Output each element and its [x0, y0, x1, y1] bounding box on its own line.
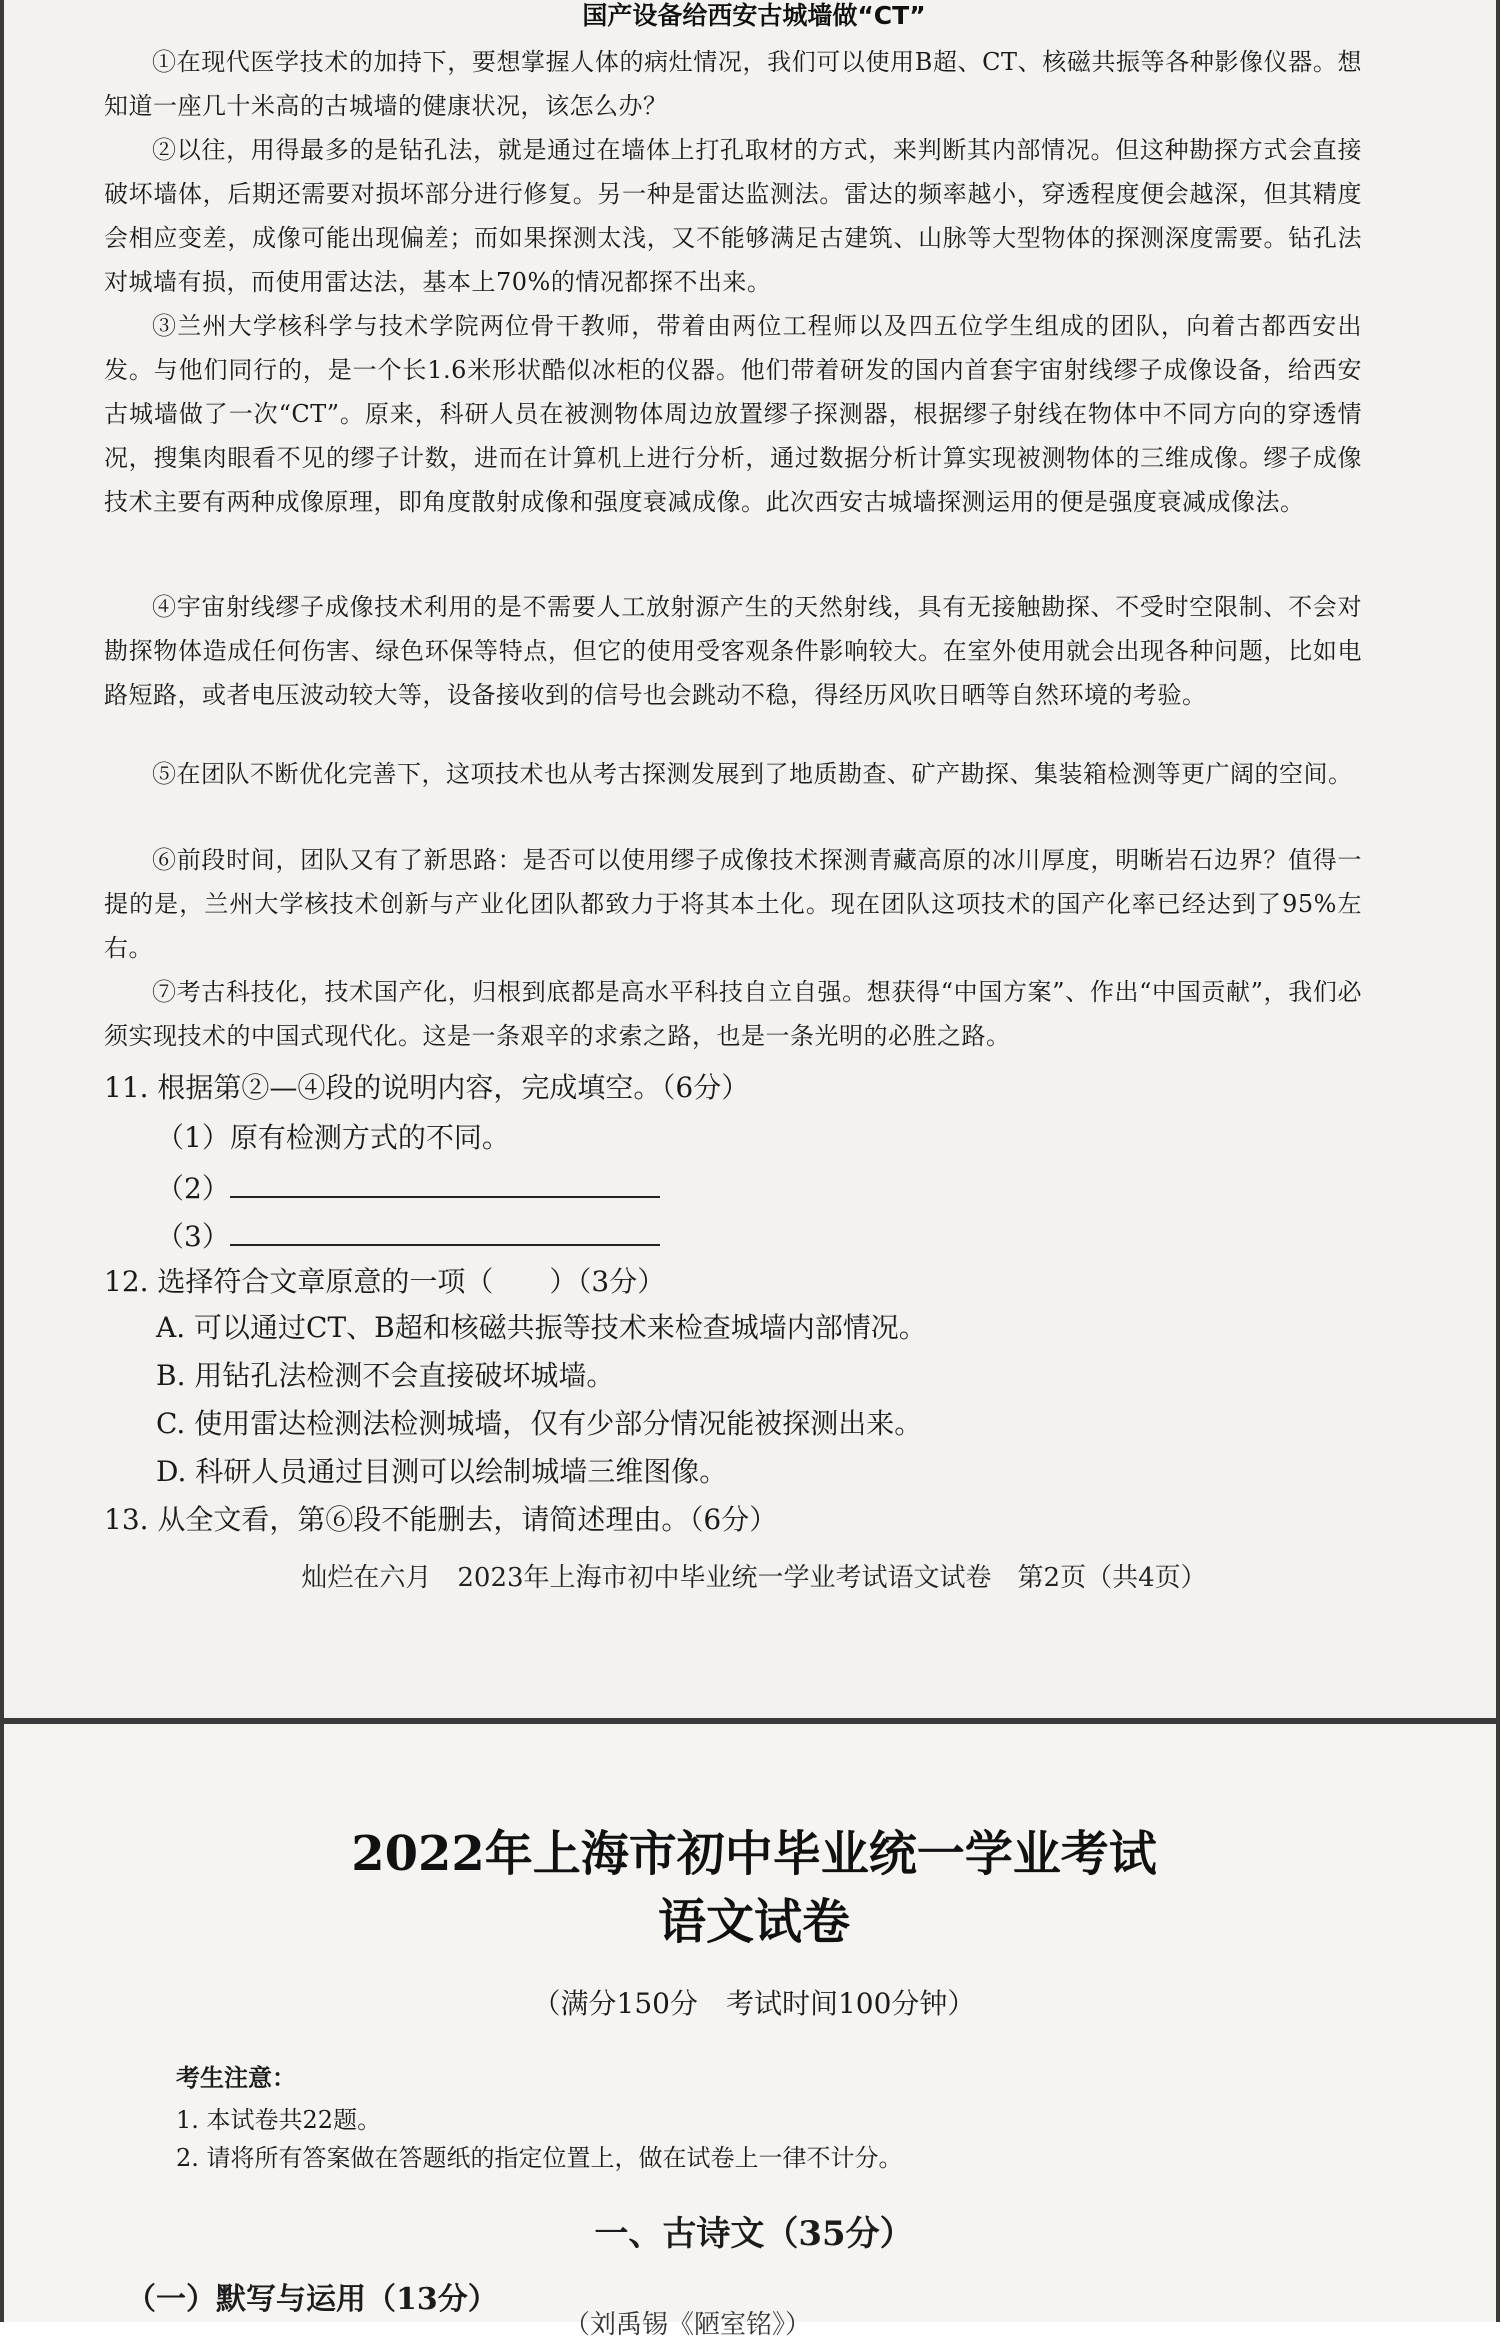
page-footer: 灿烂在六月 2023年上海市初中毕业统一学业考试语文试卷 第2页（共4页）: [301, 1563, 1207, 1593]
section-heading: 一、古诗文（35分）: [594, 2214, 914, 2254]
exam-subtitle: 语文试卷: [657, 1894, 850, 1950]
paragraph-1: ①在现代医学技术的加持下，要想掌握人体的病灶情况，我们可以使用B超、CT、核磁共振等各种影像仪器。想知道一座几十米高的古城墙的健康状况，该怎么办？: [104, 48, 1362, 120]
notice-item: 1. 本试卷共22题。: [176, 2106, 382, 2134]
question-12-option-c[interactable]: C. 使用雷达检测法检测城墙，仅有少部分情况能被探测出来。: [156, 1407, 923, 1440]
answer-blank-2[interactable]: [230, 1168, 660, 1198]
question-11-item-1: （1）原有检测方式的不同。: [156, 1121, 510, 1154]
subsection-heading: （一）默写与运用（13分）: [126, 2282, 498, 2317]
question-11-item-2: [156, 1168, 1414, 1209]
paragraph-2: ②以往，用得最多的是钻孔法，就是通过在墙体上打孔取材的方式，来判断其内部情况。但这种勘探方式会直接破坏墙体，后期还需要对损坏部分进行修复。另一种是雷达监测法。雷达的频率越小，穿透程度便会越深，但其精度会相应变差，成像可能出现偏差；而如果探测太浅，又不能够满足古建筑、山脉等大型物体的探测深度需要。钻孔法对城墙有损，而使用雷达法，基本上70%的情况都探不出来。: [104, 136, 1362, 296]
question-12-option-b[interactable]: B. 用钻孔法检测不会直接破坏城墙。: [156, 1359, 615, 1392]
question-11-item-2-label: （2）: [156, 1172, 230, 1205]
paragraph-5: ⑤在团队不断优化完善下，这项技术也从考古探测发展到了地质勘查、矿产勘探、集装箱检测等更广阔的空间。: [152, 760, 1353, 788]
question-12-option-d[interactable]: D. 科研人员通过目测可以绘制城墙三维图像。: [156, 1455, 728, 1488]
paragraph-3: ③兰州大学核科学与技术学院两位骨干教师，带着由两位工程师以及四五位学生组成的团队，向着古都西安出发。与他们同行的，是一个长1.6米形状酷似冰柜的仪器。他们带着研发的国内首套宇宙射线缪子成像设备，给西安古城墙做了一次“CT”。原来，科研人员在被测物体周边放置缪子探测器，根据缪子射线在物体中不同方向的穿透情况，搜集肉眼看不见的缪子计数，进而在计算机上进行分析，通过数据分析计算实现被测物体的三维成像。缪子成像技术主要有两种成像原理，即角度散射成像和强度衰减成像。此次西安古城墙探测运用的便是强度衰减成像法。: [104, 312, 1362, 516]
article-title: 国产设备给西安古城墙做“CT”: [582, 1, 926, 30]
notice-item: 2. 请将所有答案做在答题纸的指定位置上，做在试卷上一律不计分。: [176, 2144, 903, 2172]
question-12-option-a[interactable]: A. 可以通过CT、B超和核磁共振等技术来检查城墙内部情况。: [156, 1311, 927, 1344]
paragraph-6: ⑥前段时间，团队又有了新思路：是否可以使用缪子成像技术探测青藏高原的冰川厚度，明晰岩石边界？值得一提的是，兰州大学核技术创新与产业化团队都致力于将其本土化。现在团队这项技术的国产化率已经达到了95%左右。: [104, 846, 1362, 962]
question-11: 11. 根据第②—④段的说明内容，完成填空。（6分）: [104, 1071, 750, 1104]
question-13: 13. 从全文看，第⑥段不能删去，请简述理由。（6分）: [104, 1503, 778, 1536]
exam-page-bottom: [0, 1722, 1500, 2340]
exam-meta: （满分150分 考试时间100分钟）: [532, 1987, 976, 2020]
question-11-item-3-label: （3）: [156, 1220, 230, 1253]
cut-off-text: （刘禹锡《陋室铭》）: [564, 2310, 812, 2340]
paragraph-4: ④宇宙射线缪子成像技术利用的是不需要人工放射源产生的天然射线，具有无接触勘探、不受时空限制、不会对勘探物体造成任何伤害、绿色环保等特点，但它的使用受客观条件影响较大。在室外使用就会出现各种问题，比如电路短路，或者电压波动较大等，设备接收到的信号也会跳动不稳，得经历风吹日晒等自然环境的考验。: [104, 593, 1362, 709]
question-12: 12. 选择符合文章原意的一项（ ）（3分）: [104, 1265, 666, 1298]
paragraph-7: ⑦考古科技化，技术国产化，归根到底都是高水平科技自立自强。想获得“中国方案”、作出“中国贡献”，我们必须实现技术的中国式现代化。这是一条艰辛的求索之路，也是一条光明的必胜之路。: [104, 978, 1362, 1050]
answer-blank-3[interactable]: [230, 1216, 660, 1246]
notice-heading: 考生注意：: [176, 2064, 296, 2092]
question-11-item-3: [156, 1216, 1414, 1257]
exam-title: 2022年上海市初中毕业统一学业考试: [351, 1826, 1157, 1882]
